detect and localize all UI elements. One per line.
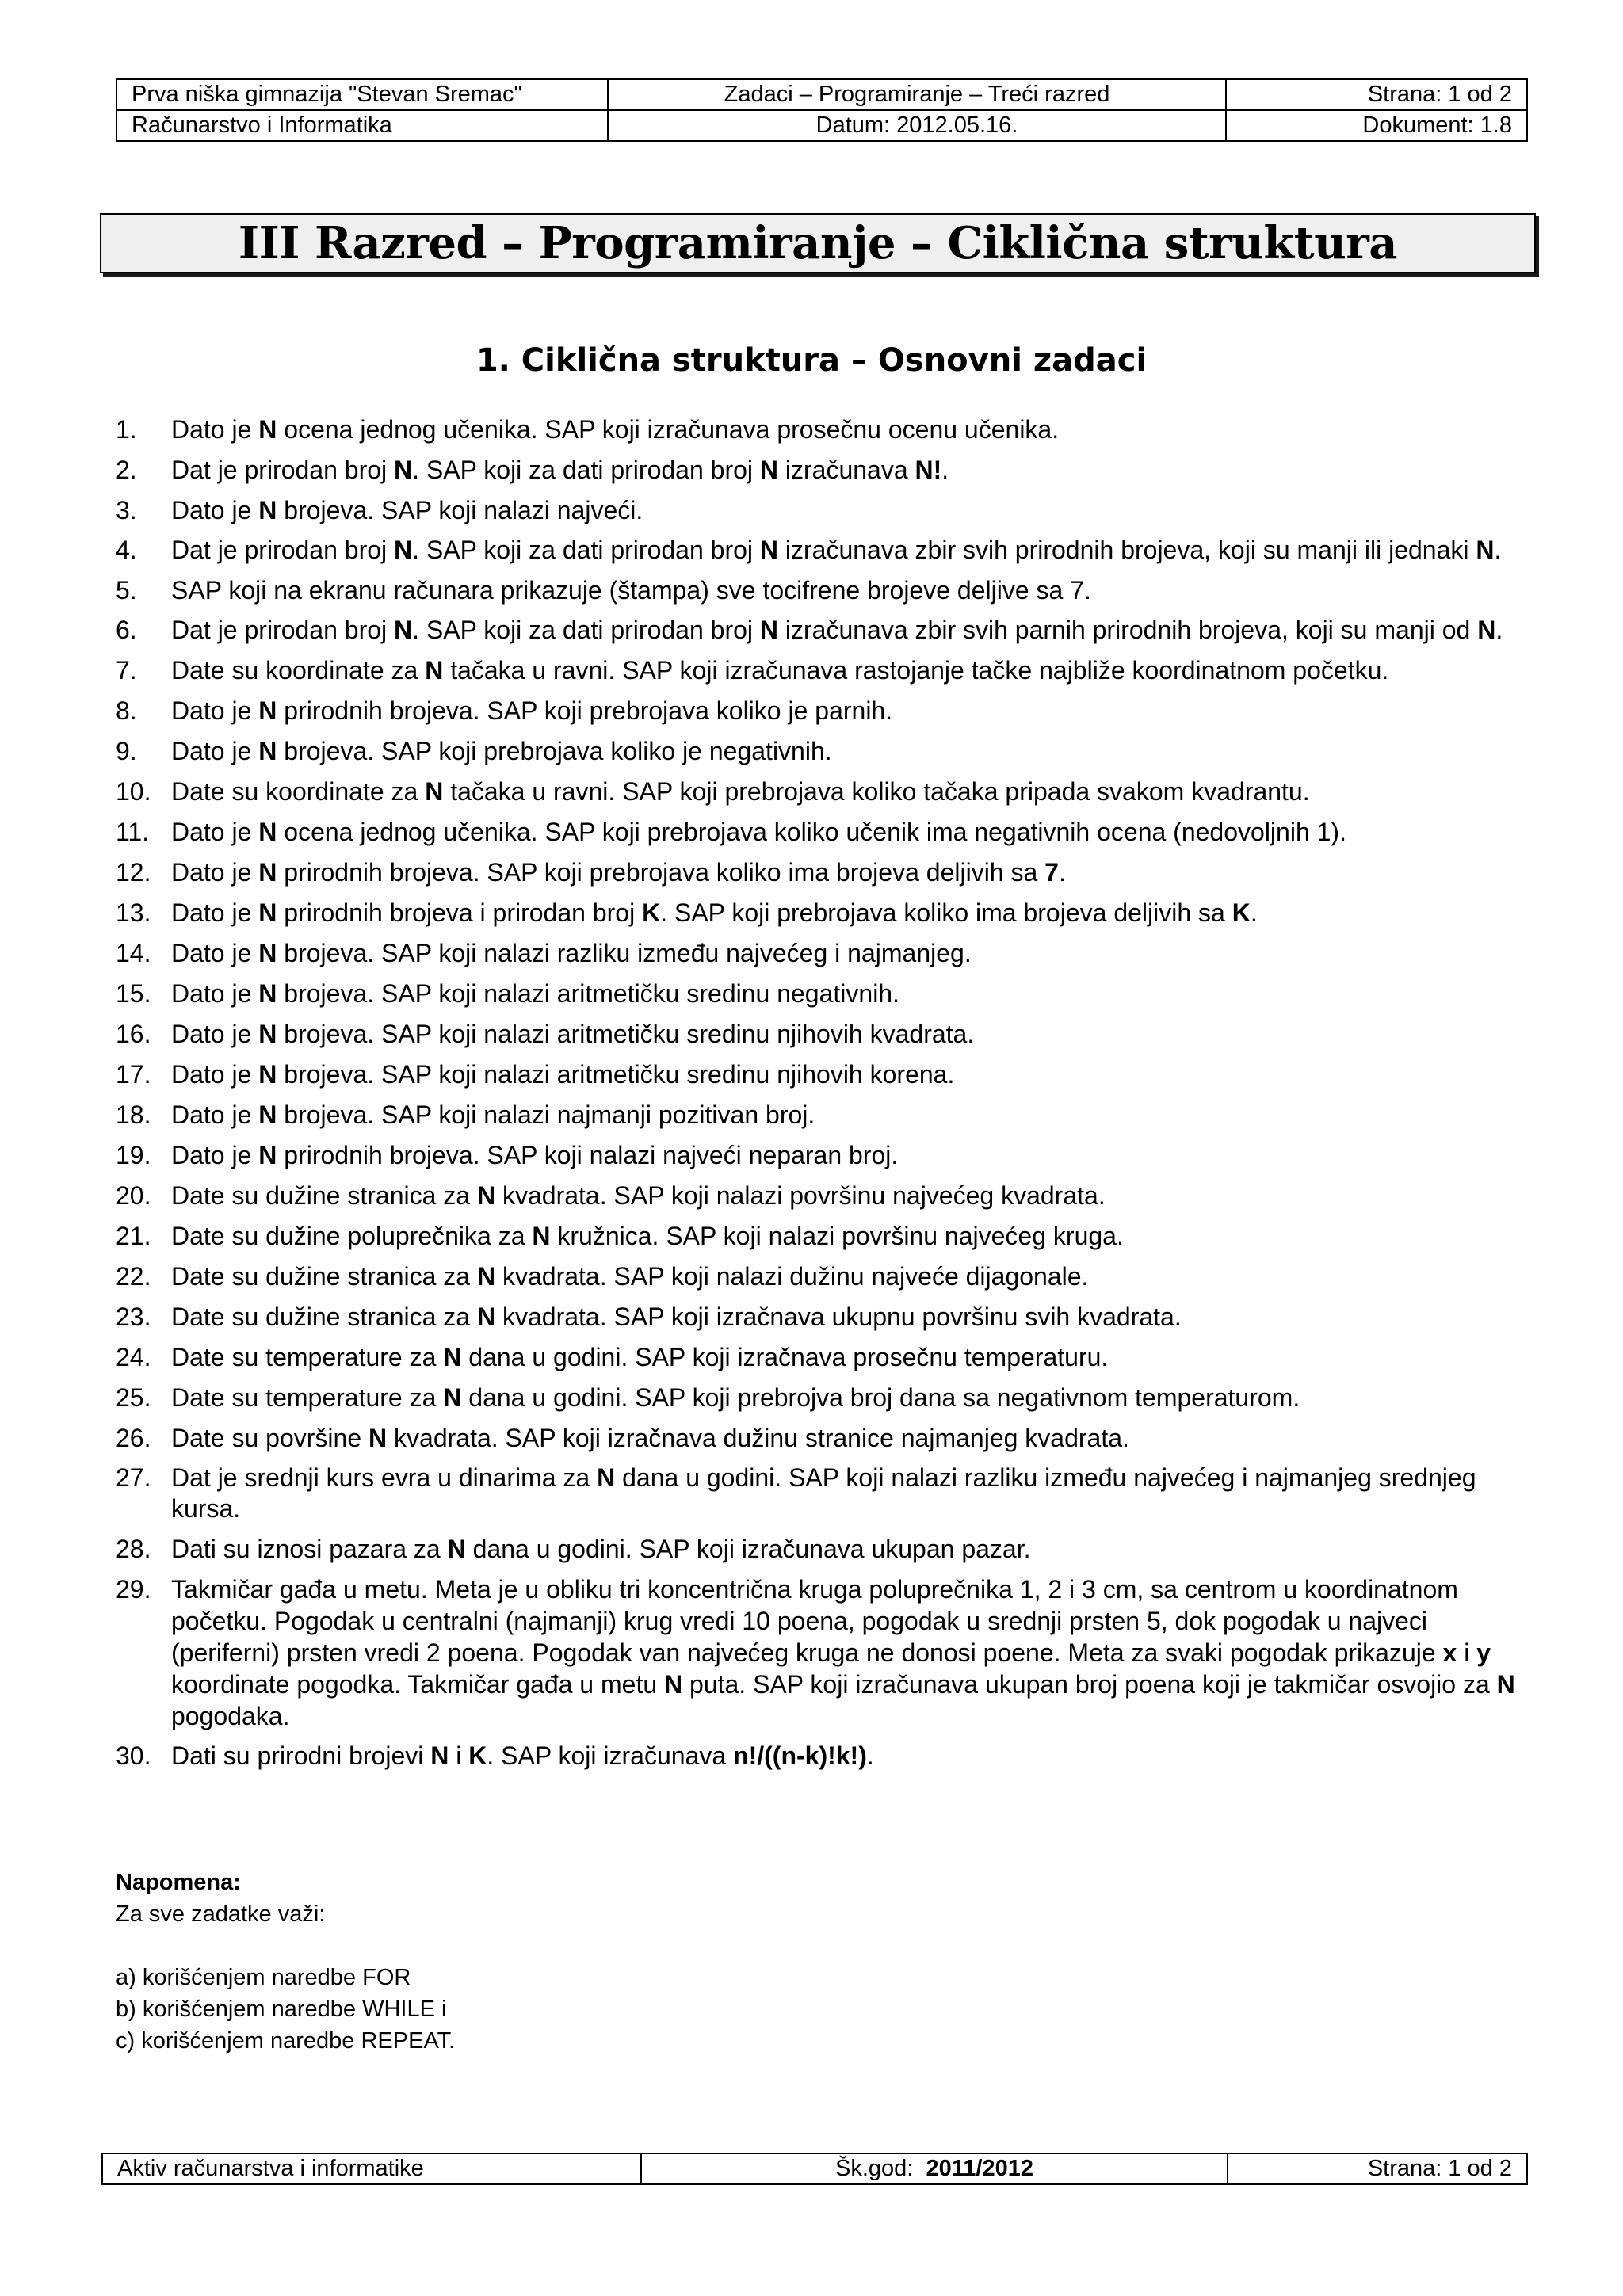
task-number: 12.: [116, 858, 151, 887]
footer-school-year-value: 2011/2012: [926, 2156, 1033, 2181]
task-item: [116, 1220, 1526, 1252]
task-text: Dato je N ocena jednog učenika. SAP koji izračunava prosečnu ocenu učenika.: [171, 415, 1060, 444]
task-number: 9.: [116, 737, 137, 765]
task-number: 23.: [116, 1302, 151, 1331]
task-item: [116, 897, 1526, 929]
task-text: Date su dužine stranica za N kvadrata. SAP koji nalazi površinu najvećeg kvadrata.: [171, 1181, 1106, 1210]
task-item: [116, 1573, 1526, 1732]
note-intro: Za sve zadatke važi:: [116, 1901, 326, 1927]
task-number: 27.: [116, 1463, 151, 1492]
task-text: Date su dužine stranica za N kvadrata. SAP koji izračnava ukupnu površinu svih kvadrata.: [171, 1302, 1182, 1331]
task-text: Dato je N brojeva. SAP koji nalazi aritmetičku sredinu njihovih kvadrata.: [171, 1020, 975, 1048]
task-number: 22.: [116, 1262, 151, 1291]
task-number: 3.: [116, 496, 137, 524]
task-item: [116, 978, 1526, 1009]
task-text: Dato je N brojeva. SAP koji nalazi najmanji pozitivan broj.: [171, 1100, 815, 1129]
task-text: Dato je N brojeva. SAP koji nalazi razliku između najvećeg i najmanjeg.: [171, 939, 972, 967]
page-title: III Razred – Programiranje – Ciklična struktura: [238, 217, 1398, 269]
task-item: [116, 1058, 1526, 1090]
task-text: Date su dužine poluprečnika za N kružnica. SAP koji nalazi površinu najvećeg kruga.: [171, 1222, 1124, 1250]
task-text: Date su koordinate za N tačaka u ravni. SAP koji izračunava rastojanje tačke najbliže koordinatnom početku.: [171, 656, 1389, 685]
task-text: Dato je N brojeva. SAP koji nalazi aritmetičku sredinu negativnih.: [171, 979, 899, 1008]
task-text: Takmičar gađa u metu. Meta je u obliku tri koncentrična kruga poluprečnika 1, 2 i 3 cm, sa centrom u koordinatnom početku. Pogodak u centralni (najmanji) krug vredi 10 poena, pogodak u srednji prsten 5, dok pogodak u najveci (periferni) prsten vredi 2 poena. Pogodak van najvećeg kruga ne donosi poene. Meta za svaki pogodak prikazuje x i y koordinate pogodka. Takmičar gađa u metu N puta. SAP koji izračunava ukupan broj poena koji je takmičar osvojio za N pogodaka.: [171, 1575, 1515, 1730]
task-item: [116, 1139, 1526, 1171]
task-item: [116, 615, 1526, 646]
task-item: [116, 937, 1526, 969]
task-number: 19.: [116, 1141, 151, 1169]
task-number: 7.: [116, 656, 137, 685]
task-item: [116, 816, 1526, 848]
task-item: [116, 1740, 1526, 1772]
task-list: [116, 414, 1526, 1780]
task-text: SAP koji na ekranu računara prikazuje (štampa) sve tocifrene brojeve deljive sa 7.: [171, 576, 1091, 605]
task-item: [116, 695, 1526, 727]
task-number: 5.: [116, 576, 137, 605]
task-text: Dato je N brojeva. SAP koji nalazi aritmetičku sredinu njihovih korena.: [171, 1060, 955, 1089]
note-option-a: a) korišćenjem naredbe FOR: [116, 1965, 411, 1990]
task-number: 4.: [116, 536, 137, 564]
task-number: 15.: [116, 979, 151, 1008]
task-text: Dat je prirodan broj N. SAP koji za dati prirodan broj N izračunava zbir svih prirodnih brojeva, koji su manji ili jednaki N.: [171, 536, 1502, 564]
task-text: Dato je N brojeva. SAP koji nalazi najveći.: [171, 496, 643, 524]
task-number: 26.: [116, 1424, 151, 1452]
task-number: 16.: [116, 1020, 151, 1048]
footer-page-number: Strana: 1 od 2: [1228, 2153, 1527, 2184]
header-page-number: Strana: 1 od 2: [1226, 79, 1527, 110]
task-number: 17.: [116, 1060, 151, 1089]
task-item: [116, 1261, 1526, 1292]
task-text: Date su temperature za N dana u godini. SAP koji prebrojva broj dana sa negativnom temperaturom.: [171, 1383, 1300, 1412]
task-item: [116, 535, 1526, 566]
task-text: Date su temperature za N dana u godini. SAP koji izračnava prosečnu temperaturu.: [171, 1343, 1109, 1371]
task-item: [116, 1463, 1526, 1524]
task-text: Dato je N prirodnih brojeva. SAP koji prebrojava koliko je parnih.: [171, 696, 893, 725]
document-header: [116, 78, 1528, 142]
task-number: 14.: [116, 939, 151, 967]
task-number: 18.: [116, 1100, 151, 1129]
task-number: 13.: [116, 898, 151, 927]
task-item: [116, 1099, 1526, 1131]
task-text: Dat je prirodan broj N. SAP koji za dati prirodan broj N izračunava zbir svih parnih prirodnih brojeva, koji su manji od N.: [171, 616, 1503, 644]
task-item: [116, 735, 1526, 767]
header-document-title: Zadaci – Programiranje – Treći razred: [608, 79, 1226, 110]
task-text: Dat je prirodan broj N. SAP koji za dati prirodan broj N izračunava N!.: [171, 456, 949, 484]
header-school: Prva niška gimnazija "Stevan Sremac": [116, 79, 608, 110]
task-number: 11.: [116, 818, 150, 846]
task-text: Date su dužine stranica za N kvadrata. SAP koji nalazi dužinu najveće dijagonale.: [171, 1262, 1089, 1291]
task-number: 20.: [116, 1181, 151, 1210]
task-item: [116, 1018, 1526, 1050]
task-number: 25.: [116, 1383, 151, 1412]
document-footer: [101, 2153, 1528, 2185]
task-item: [116, 856, 1526, 888]
task-item: [116, 454, 1526, 486]
note-option-c: c) korišćenjem naredbe REPEAT.: [116, 2028, 456, 2054]
task-number: 2.: [116, 456, 137, 484]
note-title: Napomena:: [116, 1870, 241, 1895]
task-number: 30.: [116, 1741, 151, 1770]
task-item: [116, 1382, 1526, 1413]
task-text: Date su koordinate za N tačaka u ravni. SAP koji prebrojava koliko tačaka pripada svakom kvadrantu.: [171, 777, 1310, 806]
header-department: Računarstvo i Informatika: [116, 110, 608, 141]
note-section: [116, 1867, 455, 2057]
task-text: Dati su iznosi pazara za N dana u godini. SAP koji izračunava ukupan pazar.: [171, 1535, 1031, 1563]
task-number: 21.: [116, 1222, 151, 1250]
task-text: Dato je N prirodnih brojeva. SAP koji nalazi najveći neparan broj.: [171, 1141, 899, 1169]
footer-school-year-label: Šk.god:: [835, 2156, 914, 2181]
task-number: 24.: [116, 1343, 151, 1371]
footer-school-year: [641, 2153, 1228, 2184]
header-document-version: Dokument: 1.8: [1226, 110, 1527, 141]
footer-department: Aktiv računarstva i informatike: [102, 2153, 641, 2184]
task-item: [116, 654, 1526, 686]
task-number: 6.: [116, 616, 137, 644]
task-number: 29.: [116, 1575, 151, 1604]
task-text: Dato je N brojeva. SAP koji prebrojava koliko je negativnih.: [171, 737, 832, 765]
task-item: [116, 1533, 1526, 1565]
task-item: [116, 494, 1526, 526]
task-number: 1.: [116, 415, 137, 444]
task-item: [116, 574, 1526, 606]
main-title-box: [100, 213, 1536, 273]
task-number: 28.: [116, 1535, 151, 1563]
note-option-b: b) korišćenjem naredbe WHILE i: [116, 1997, 447, 2022]
task-item: [116, 1301, 1526, 1333]
task-text: Dato je N prirodnih brojeva. SAP koji prebrojava koliko ima brojeva deljivih sa 7.: [171, 858, 1066, 887]
task-number: 8.: [116, 696, 137, 725]
task-item: [116, 1341, 1526, 1373]
section-title: 1. Ciklična struktura – Osnovni zadaci: [475, 342, 1148, 379]
header-date: Datum: 2012.05.16.: [608, 110, 1226, 141]
task-item: [116, 776, 1526, 807]
task-number: 10.: [116, 777, 151, 806]
task-text: Dato je N prirodnih brojeva i prirodan broj K. SAP koji prebrojava koliko ima brojeva deljivih sa K.: [171, 898, 1258, 927]
task-text: Dat je srednji kurs evra u dinarima za N dana u godini. SAP koji nalazi razliku između najvećeg i najmanjeg srednjeg kursa.: [171, 1463, 1476, 1523]
task-text: Dato je N ocena jednog učenika. SAP koji prebrojava koliko učenik ima negativnih ocena (nedovoljnih 1).: [171, 818, 1346, 846]
task-text: Dati su prirodni brojevi N i K. SAP koji izračunava n!/((n-k)!k!).: [171, 1741, 874, 1770]
task-item: [116, 414, 1526, 445]
task-item: [116, 1180, 1526, 1211]
task-item: [116, 1422, 1526, 1454]
task-text: Date su površine N kvadrata. SAP koji izračnava dužinu stranice najmanjeg kvadrata.: [171, 1424, 1129, 1452]
